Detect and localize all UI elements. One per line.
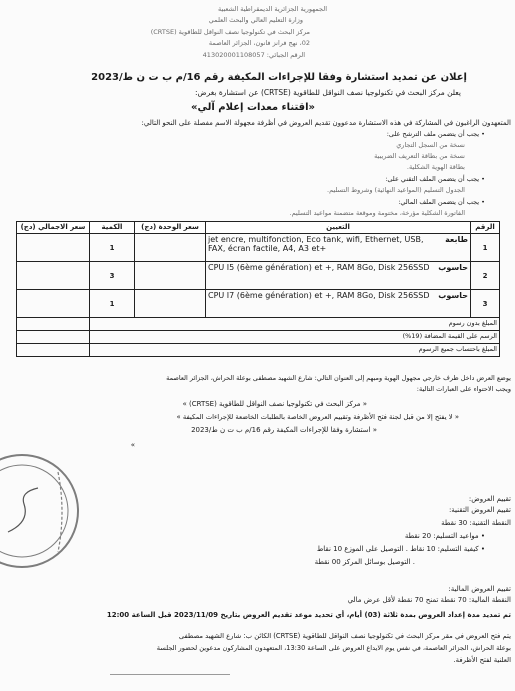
row-quantity: 1 [90,290,135,318]
evaluation-tech-score: النقطة التقنية: 30 نقطة [441,519,511,527]
opening-line-2: بوعلة الحراش، الجزائر العاصمة، في نفس يوم الايداع العروض على الساعة 13:30، المتعهدون المشاركون مدعوين لحضور الجلسة [156,644,511,652]
summary-row [17,318,500,331]
list-item: نسخة من بطاقة التعريف الضريبية [374,152,465,160]
col-number: الرقم [471,222,500,234]
row-quantity: 1 [90,234,135,262]
summary-value [17,344,90,357]
item-label: حاسوب [438,291,468,300]
row-designation [206,234,471,262]
opening-line-3: العلنية لفتح الأظرفة. [453,656,511,664]
deadline-line: تم تمديد مدة إعداد العروض بمدة ثلاثة (03) أيام، أي تحديد موعد تقديم العروض بتاريخ 2023/11/09 قبل الساعة 12:00 [106,611,511,619]
official-stamp [0,452,84,570]
submission-quote-1: « مركز البحث في تكنولوجيا نصف النواقل للطاقوية (CRTSE) » [182,400,367,408]
item-description: jet encre, multifonction, Eco tank, wifi, Ethernet, USB, FAX, écran factile, A4, A3 et+ [208,235,424,254]
list-item: الجدول التسليم (المواعيد النهائية) وشروط التسليم. [327,186,465,194]
item-label: حاسوب [438,263,468,272]
notice-participants: المتعهدون الراغبون في المشاركة في هذه الاستشارة مدعوون تقديم العروض في أظرفة مجهولة الاسم مفصلة على النحو التالي: [141,119,511,127]
summary-row [17,331,500,344]
technical-head: • يجب أن يتضمن الملف التقني على: [385,176,485,183]
address-line: 02، نهج فرانز فانون، الجزائر العاصمة [208,39,310,47]
row-number: 1 [471,234,500,262]
center-line: مركز البحث في تكنولوجيا نصف النواقل للطاقوية (CRTSE) [150,28,310,36]
table-row [17,234,500,262]
list-item: بطاقة الهوية الشكلية. [406,163,465,171]
row-quantity: 3 [90,262,135,290]
summary-label: الرسم على القيمة المضافة (19%) [90,331,500,344]
submission-line-2: ويجب الاحتواء على العبارات التالية: [416,385,511,393]
summary-label: المبلغ بدون رسوم [90,318,500,331]
col-total-price: سعر الاجمالي (دج) [17,222,90,234]
evaluation-tech-item: . التوصيل بوسائل المركز 00 نقطة [314,558,415,566]
table-row [17,290,500,318]
evaluation-tech-head: تقييم العروض التقنية: [448,506,511,514]
row-unit-price [135,234,206,262]
row-designation [206,262,471,290]
items-table [16,221,500,357]
evaluation-fin-score: النقطة المالية: 70 نقطة تمنح 70 نقطة لأقل عرض مالي [347,596,511,604]
republic-line: الجمهورية الجزائرية الديمقراطية الشعبية [218,5,327,13]
evaluation-tech-item: • كيفية التسليم: 10 نقاط . التوصيل على الموزع 10 نقاط [317,546,485,553]
notice-object: «اقتناء معدات إعلام آلي» [191,102,315,113]
notice-title: إعلان عن تمديد استشارة وفقا للإجراءات المكيفة رقم 16/م ب ت ن ط/2023 [91,72,467,83]
candidature-head: • يجب أن يتضمن ملف الترشح على: [387,131,485,138]
summary-row [17,344,500,357]
table-header-row [17,222,500,234]
list-item: الفاتورة الشكلية مؤرخة، مختومة وموقعة متضمنة مواعيد التسليم. [289,209,465,217]
evaluation-fin-head: تقييم العروض المالية: [448,585,511,593]
submission-quote-2: « لا يفتح إلا من قبل لجنة فتح الأظرفة وتقييم العروض الخاصة بالطلبات الخاضعة للإجراءات المكيفة » [176,413,459,421]
opening-line-1: يتم فتح العروض في مقر مركز البحث في تكنولوجيا نصف النواقل للطاقوية (CRTSE) الكائن ب: شارع الشهيد مصطفى [178,632,511,640]
row-total [17,290,90,318]
row-unit-price [135,290,206,318]
table-row [17,262,500,290]
row-number: 3 [471,290,500,318]
submission-quote-4: » [130,441,135,449]
row-unit-price [135,262,206,290]
item-description: CPU I5 (6ème génération) et +, RAM 8Go, Disk 256SSD [208,263,430,272]
evaluation-head: تقييم العروض: [468,495,511,503]
row-total [17,234,90,262]
row-total [17,262,90,290]
signature-line [110,674,230,675]
item-label: طابعة [445,235,468,244]
fiscal-number: الرقم الجبائي: 413020001108057 [202,51,305,59]
item-description: CPU I7 (6ème génération) et +, RAM 8Go, Disk 256SSD [208,291,430,300]
row-number: 2 [471,262,500,290]
submission-line-1: يوضع العرض داخل ظرف خارجي مجهول الهوية ومبهم إلى العنوان التالي: شارع الشهيد مصطفى بوعلة الحراش، الجزائر العاصمة [166,374,511,382]
summary-value [17,331,90,344]
list-item: نسخة من السجل التجاري [396,141,465,149]
summary-value [17,318,90,331]
col-designation: التعيين [206,222,471,234]
row-designation [206,290,471,318]
col-quantity: الكمية [90,222,135,234]
summary-label: المبلغ باحتساب جميع الرسوم [90,344,500,357]
financial-head: • يجب أن يتضمن الملف المالي: [398,199,485,206]
evaluation-tech-item: • مواعيد التسليم: 20 نقطة [405,533,485,540]
ministry-line: وزارة التعليم العالي والبحث العلمي [208,16,303,24]
notice-intro: يعلن مركز البحث في تكنولوجيا نصف النواقل للطاقوية (CRTSE) عن استشارة بغرض: [195,88,461,97]
submission-quote-3: « استشارة وفقا للإجراءات المكيفة رقم 16/م ب ت ن ط/2023 [191,426,377,434]
col-unit-price: سعر الوحدة (دج) [135,222,206,234]
